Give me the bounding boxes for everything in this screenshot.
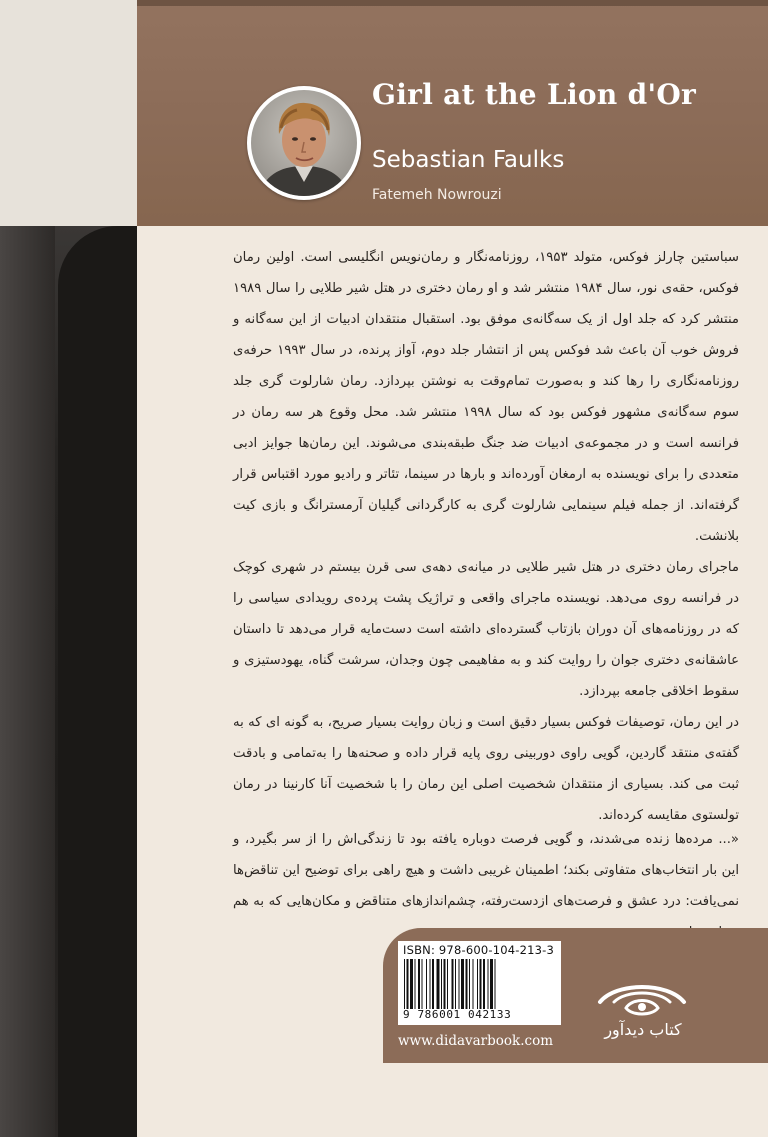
bio-paragraph: ماجرای رمان دختری در هتل شیر طلایی در میانه‌ی دهه‌ی سی قرن بیستم در شهری کوچک در فرانسه روی می‌دهد. نویسنده ماجرای واقعی و تراژیک پشت پرده‌ی رویدادی سیاسی را که در روزنامه‌های آن دوران بازتاب گسترده‌ای داشته است دست‌مایه قرار می‌دهد تا داستان عاشقانه‌ی دختری جوان را روایت کند و به مفاهیمی چون وجدان، سرشت گناه، یهودستیزی و سقوط اخلاقی جامعه بپردازد. — [233, 560, 739, 699]
book-title: Girl at the Lion d'Or — [372, 78, 697, 111]
translator-name: Fatemeh Nowrouzi — [372, 187, 502, 203]
left-strip-light — [0, 0, 137, 226]
header-topline — [137, 0, 768, 6]
publisher-eye-logo-icon — [596, 978, 688, 1018]
author-portrait — [247, 86, 361, 200]
author-photo-icon — [251, 90, 357, 196]
bio-paragraph: در این رمان، توصیفات فوکس بسیار دقیق است و زبان روایت بسیار صریح، به گونه ای که به گفته‌ی منتقد گاردین، گویی راوی دوربینی روی پایه قرار داده و صحنه‌ها را به‌تمامی و بادقت ثبت می کند. بسیاری از منتقدان شخصیت اصلی این رمان را با شخصیت آنا کارنینا در رمان تولستوی مقایسه کرده‌اند. — [233, 715, 739, 823]
isbn-box — [398, 941, 561, 1025]
excerpt-text: «... مرده‌ها زنده می‌شدند، و گویی فرصت دوباره یافته بود تا زندگی‌اش را از سر بگیرد، و این بار انتخاب‌های متفاوتی بکند؛ اطمینان غریبی داشت و هیچ راهی برای توضیح این تناقض‌ها نمی‌یافت: درد عشق و فرصت‌های ازدست‌رفته، چشم‌اندازهای متناقض و مکان‌هایی که به هم — [233, 832, 739, 909]
barcode-digits: 9 786001 042133 — [403, 1008, 512, 1021]
author-biography — [233, 242, 739, 823]
author-name: Sebastian Faulks — [372, 147, 565, 173]
book-excerpt — [233, 824, 739, 934]
isbn-number: ISBN: 978-600-104-213-3 — [403, 943, 555, 957]
publisher-name: کتاب دیدآور — [604, 1020, 682, 1039]
bio-paragraph: سباستین چارلز فوکس، متولد ۱۹۵۳، روزنامه‌نگار و رمان‌نویس انگلیسی است. اولین رمان فوکس، حقه‌ی نور، سال ۱۹۸۴ منتشر شد و او رمان دختری در هتل شیر طلایی را سال ۱۹۸۹ منتشر کرد که جلد اول از یک سه‌گانه‌ی موفق بود. استقبال منتقدان ادبیات از این سه‌گانه و فروش خوب آن باعث شد فوکس پس از انتشار جلد دوم، آواز پرنده، در سال ۱۹۹۳ حرفه‌ی روزنامه‌نگاری را رها کند و به‌صورت تمام‌وقت به نوشتن بپردازد. رمان شارلوت گری جلد سوم سه‌گانه‌ی مشهور فوکس بود که سال ۱۹۹۸ منتشر شد. محل وقوع هر سه رمان در فرانسه است و در مجموعه‌ی ادبیات ضد جنگ طبقه‌بندی می‌شوند. این رمان‌ها جوایز ادبی متعددی را برای نویسنده به ارمغان آورده‌اند و بارها در سینما، تئاتر و رادیو مورد اقتباس قرار گرفته‌اند. از جمله فیلم سینمایی شارلوت گری به کارگردانی گیلیان آرمسترانگ و بازی کیت بلانشت. — [233, 250, 739, 544]
left-strip-shade — [0, 226, 55, 1137]
barcode-icon — [403, 959, 556, 1009]
publisher-website: www.didavarbook.com — [398, 1033, 553, 1049]
